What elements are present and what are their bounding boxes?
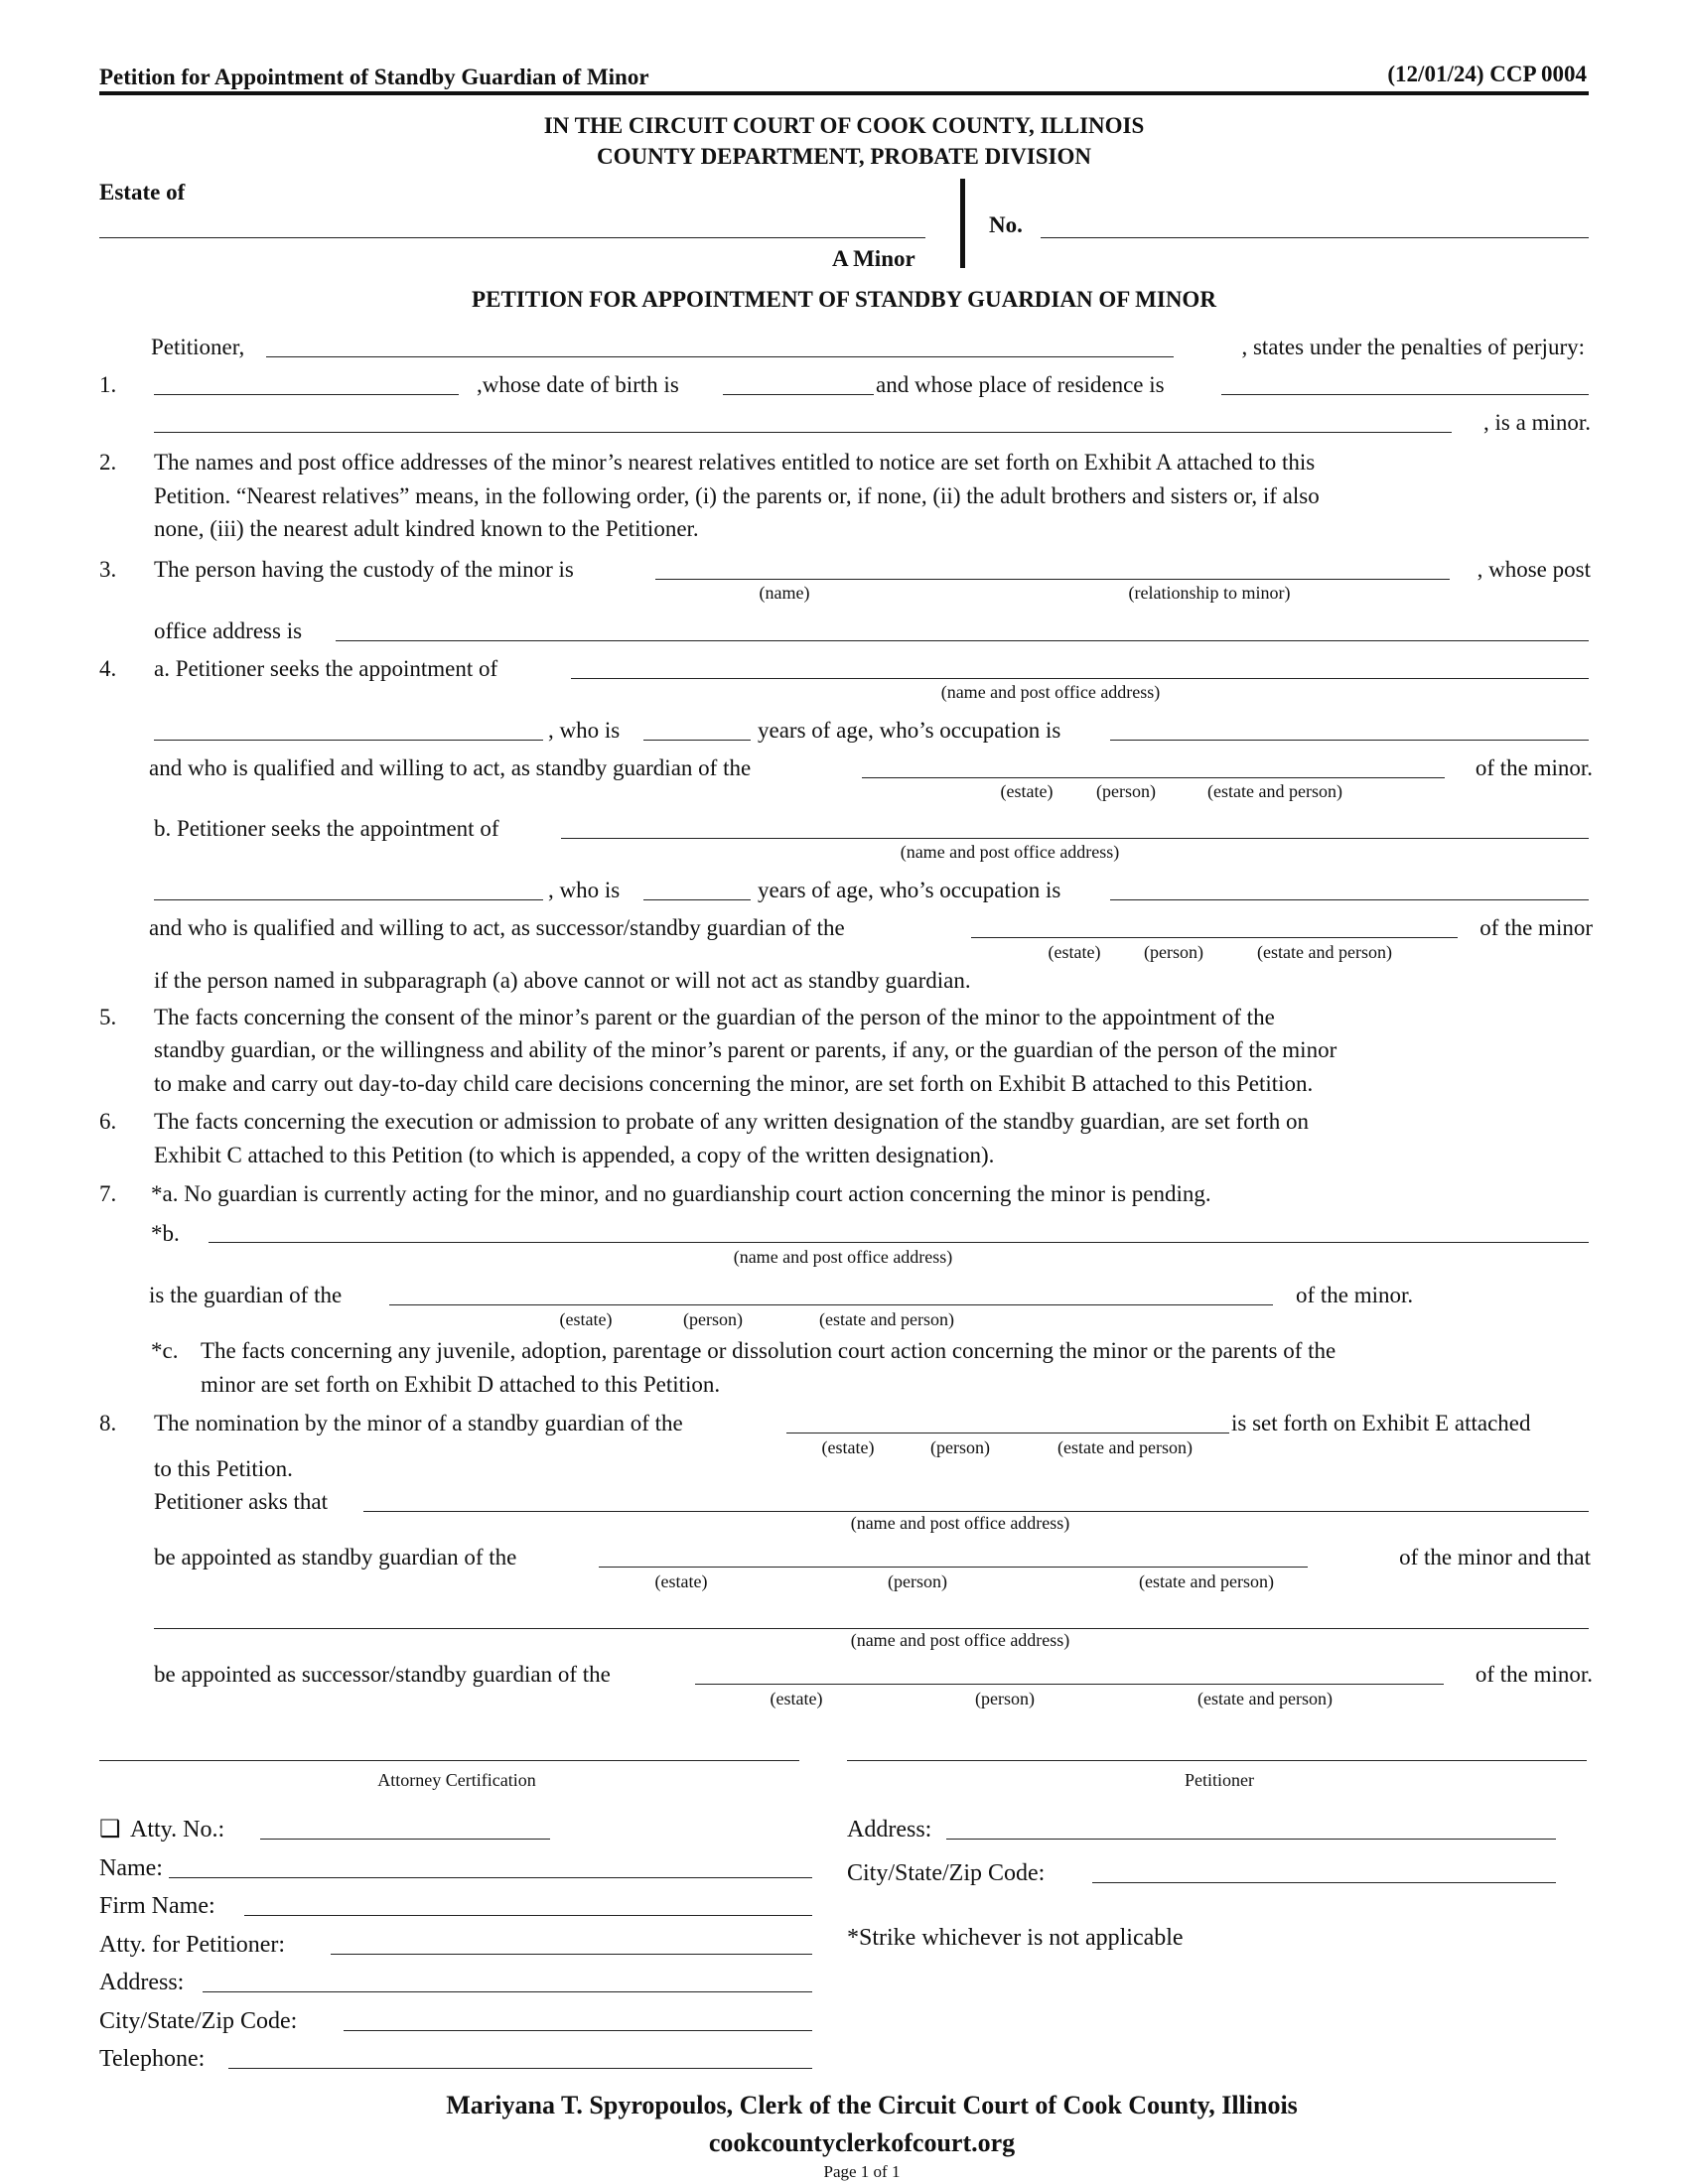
caption-estate: (estate) xyxy=(654,1571,708,1591)
atty-no-input[interactable] xyxy=(260,1814,548,1840)
requested-scope-input[interactable] xyxy=(599,1542,1306,1568)
form-code: (12/01/24) CCP 0004 xyxy=(1387,62,1587,86)
para-5-line: The facts concerning the consent of the minor’s parent or the guardian of the person of the minor to the appointment of the xyxy=(154,1005,1275,1029)
standby-name-input[interactable] xyxy=(154,715,541,741)
caption-divider xyxy=(960,179,965,268)
caption-estate: (estate) xyxy=(1000,781,1054,801)
minor-residence-input[interactable] xyxy=(1221,369,1587,395)
caption-name-address: (name and post office address) xyxy=(850,1630,1070,1650)
office-address-label: office address is xyxy=(154,618,303,643)
case-no-label: No. xyxy=(989,212,1023,237)
of-minor-text: of the minor. xyxy=(1296,1283,1414,1307)
caption-estate: (estate) xyxy=(559,1309,613,1329)
custody-text: The person having the custody of the minor is xyxy=(154,557,574,582)
para-7c-label: *c. xyxy=(151,1338,179,1363)
current-guardian-line xyxy=(209,1242,1589,1243)
petitioner-name-line xyxy=(266,356,1174,357)
appointed-standby-text: be appointed as standby guardian of the xyxy=(154,1545,517,1570)
is-minor-text: , is a minor. xyxy=(1483,410,1591,435)
telephone-line xyxy=(228,2068,812,2069)
nomination-scope-input[interactable] xyxy=(786,1408,1227,1433)
successor-name-input[interactable] xyxy=(154,875,541,900)
caption-name-address: (name and post office address) xyxy=(900,842,1120,862)
of-minor-text: of the minor. xyxy=(1475,755,1593,780)
firm-name-label: Firm Name: xyxy=(99,1893,215,1919)
telephone-input[interactable] xyxy=(228,2043,810,2069)
caption-estate-and-person: (estate and person) xyxy=(1207,781,1342,801)
caption-name-address: (name and post office address) xyxy=(733,1247,953,1267)
requested-successor-input[interactable] xyxy=(154,1603,1587,1629)
atty-name-line xyxy=(169,1877,812,1878)
para-3-number: 3. xyxy=(99,557,117,582)
standby-age-input[interactable] xyxy=(643,715,749,741)
atty-city-input[interactable] xyxy=(344,2005,810,2031)
standby-name-line xyxy=(154,740,543,741)
is-guardian-text: is the guardian of the xyxy=(149,1283,343,1307)
para-6-line: The facts concerning the execution or admission to probate of any written designation of the standby guardian, are set forth on xyxy=(154,1109,1310,1134)
court-division: COUNTY DEPARTMENT, PROBATE DIVISION xyxy=(597,144,1091,169)
caption-person: (person) xyxy=(975,1689,1035,1708)
successor-age-line xyxy=(643,899,751,900)
header-rule xyxy=(99,91,1589,95)
caption-estate-and-person: (estate and person) xyxy=(1057,1437,1193,1457)
attorney-certification-label: Attorney Certification xyxy=(377,1770,536,1790)
minor-residence-2-input[interactable] xyxy=(154,407,1450,433)
of-minor-text: of the minor. xyxy=(1475,1662,1593,1687)
estate-of-label: Estate of xyxy=(99,180,186,205)
asks-text: Petitioner asks that xyxy=(154,1489,329,1514)
exhibit-e-text: is set forth on Exhibit E attached xyxy=(1231,1411,1531,1435)
successor-occupation-input[interactable] xyxy=(1110,875,1587,900)
minor-residence-line xyxy=(1221,394,1589,395)
para-4a-text: a. Petitioner seeks the appointment of xyxy=(154,656,498,681)
petitioner-label: Petitioner, xyxy=(151,335,245,359)
para-2-line: none, (iii) the nearest adult kindred known to the Petitioner. xyxy=(154,516,699,541)
petitioner-address-line xyxy=(946,1839,1556,1840)
atty-no-line xyxy=(260,1839,550,1840)
caption-relationship: (relationship to minor) xyxy=(1128,583,1291,603)
minor-dob-input[interactable] xyxy=(723,369,872,395)
caption-person: (person) xyxy=(1144,942,1203,962)
minor-name-line xyxy=(154,394,459,395)
custodian-address-input[interactable] xyxy=(336,615,1587,641)
atty-address-label: Address: xyxy=(99,1970,185,1995)
a-minor-label: A Minor xyxy=(832,246,915,271)
firm-name-line xyxy=(244,1915,812,1916)
telephone-label: Telephone: xyxy=(99,2046,206,2072)
who-is-text: , who is xyxy=(548,878,621,902)
standby-age-line xyxy=(643,740,751,741)
petitioner-address-label: Address: xyxy=(847,1817,932,1843)
minor-and-that-text: of the minor and that xyxy=(1399,1545,1591,1570)
para-4-number: 4. xyxy=(99,656,117,681)
custodian-line xyxy=(655,579,1450,580)
petitioner-signature-line[interactable] xyxy=(847,1760,1587,1761)
para-2-line: Petition. “Nearest relatives” means, in the following order, (i) the parents or, if none, (ii) the adult brothers and sisters or, if also xyxy=(154,483,1320,508)
current-guardian-input[interactable] xyxy=(209,1217,1587,1243)
caption-person: (person) xyxy=(1096,781,1156,801)
clerk-name: Mariyana T. Spyropoulos, Clerk of the Circuit Court of Cook County, Illinois xyxy=(446,2091,1298,2119)
requested-successor-scope-input[interactable] xyxy=(695,1659,1442,1685)
requested-guardian-input[interactable] xyxy=(363,1486,1587,1512)
to-petition-text: to this Petition. xyxy=(154,1456,293,1481)
firm-name-input[interactable] xyxy=(244,1890,810,1916)
caption-estate-and-person: (estate and person) xyxy=(1197,1689,1333,1708)
standby-scope-line xyxy=(862,777,1445,778)
para-7c-line: minor are set forth on Exhibit D attached to this Petition. xyxy=(201,1372,721,1397)
requested-guardian-line xyxy=(363,1511,1589,1512)
if-person-text: if the person named in subparagraph (a) above cannot or will not act as standby guardian. xyxy=(154,968,971,993)
case-number-input[interactable] xyxy=(1043,210,1584,236)
para-1-number: 1. xyxy=(99,372,117,397)
standby-guardian-input[interactable] xyxy=(571,653,1587,679)
petition-title: PETITION FOR APPOINTMENT OF STANDBY GUARDIAN OF MINOR xyxy=(472,287,1216,312)
para-6-line: Exhibit C attached to this Petition (to which is appended, a copy of the written designation). xyxy=(154,1143,995,1167)
para-2-line: The names and post office addresses of the minor’s nearest relatives entitled to notice are set forth on Exhibit A attached to this xyxy=(154,450,1316,475)
petitioner-city-input[interactable] xyxy=(1092,1857,1554,1883)
para-7b-label: *b. xyxy=(151,1221,180,1246)
dob-label: ,whose date of birth is xyxy=(477,372,679,397)
estate-name-line xyxy=(99,237,925,238)
para-7-number: 7. xyxy=(99,1181,117,1206)
petitioner-address-input[interactable] xyxy=(946,1814,1554,1840)
qualified-standby-text: and who is qualified and willing to act, as standby guardian of the xyxy=(149,755,752,780)
of-minor-text: of the minor xyxy=(1479,915,1593,940)
clerk-website[interactable]: cookcountyclerkofcourt.org xyxy=(708,2128,1016,2157)
successor-name-line xyxy=(154,899,543,900)
caption-estate: (estate) xyxy=(821,1437,875,1457)
atty-for-label: Atty. for Petitioner: xyxy=(99,1932,286,1958)
successor-scope-input[interactable] xyxy=(971,912,1456,938)
atty-address-input[interactable] xyxy=(203,1967,810,1992)
minor-residence-2-line xyxy=(154,432,1452,433)
qualified-successor-text: and who is qualified and willing to act, as successor/standby guardian of the xyxy=(149,915,845,940)
caption-person: (person) xyxy=(683,1309,743,1329)
para-6-number: 6. xyxy=(99,1109,117,1134)
who-is-text: , who is xyxy=(548,718,621,743)
atty-no-label: Atty. No.: xyxy=(130,1817,225,1843)
court-name: IN THE CIRCUIT COURT OF COOK COUNTY, ILLINOIS xyxy=(543,113,1145,138)
caption-estate: (estate) xyxy=(1048,942,1101,962)
successor-guardian-line xyxy=(561,838,1589,839)
successor-guardian-input[interactable] xyxy=(561,813,1587,839)
para-5-line: standby guardian, or the willingness and ability of the minor’s parent or parents, if any, or the guardian of the person of the minor xyxy=(154,1037,1337,1062)
estate-name-input[interactable] xyxy=(99,210,923,236)
caption-estate-and-person: (estate and person) xyxy=(1139,1571,1274,1591)
petitioner-city-line xyxy=(1092,1882,1556,1883)
nomination-text: The nomination by the minor of a standby guardian of the xyxy=(154,1411,683,1435)
years-text: years of age, who’s occupation is xyxy=(758,718,1061,743)
years-text: years of age, who’s occupation is xyxy=(758,878,1061,902)
para-5-number: 5. xyxy=(99,1005,117,1029)
caption-name-address: (name and post office address) xyxy=(850,1513,1070,1533)
residence-label: and whose place of residence is xyxy=(876,372,1165,397)
para-7c-line: The facts concerning any juvenile, adoption, parentage or dissolution court action concerning the minor or the parents of the xyxy=(201,1338,1336,1363)
atty-for-input[interactable] xyxy=(331,1929,810,1955)
checkbox-icon[interactable]: ❑ xyxy=(99,1817,121,1843)
caption-person: (person) xyxy=(888,1571,947,1591)
appointed-successor-text: be appointed as successor/standby guardian of the xyxy=(154,1662,611,1687)
atty-city-line xyxy=(344,2030,812,2031)
para-4b-text: b. Petitioner seeks the appointment of xyxy=(154,816,499,841)
standby-occupation-line xyxy=(1110,740,1589,741)
para-7a-text: *a. No guardian is currently acting for the minor, and no guardianship court action concerning the minor is pending. xyxy=(151,1181,1211,1206)
standby-occupation-input[interactable] xyxy=(1110,715,1587,741)
caption-estate-and-person: (estate and person) xyxy=(1257,942,1392,962)
perjury-text: , states under the penalties of perjury: xyxy=(1241,335,1585,359)
form-title: Petition for Appointment of Standby Guardian of Minor xyxy=(99,65,649,89)
atty-name-input[interactable] xyxy=(169,1852,810,1878)
caption-person: (person) xyxy=(930,1437,990,1457)
minor-dob-line xyxy=(723,394,874,395)
para-5-line: to make and carry out day-to-day child care decisions concerning the minor, are set forth on Exhibit B attached to this Petition. xyxy=(154,1071,1314,1096)
petitioner-signature-label: Petitioner xyxy=(1185,1770,1254,1790)
atty-for-line xyxy=(331,1954,812,1955)
case-number-line xyxy=(1041,237,1589,238)
atty-name-label: Name: xyxy=(99,1855,163,1881)
minor-name-input[interactable] xyxy=(154,369,457,395)
petitioner-city-label: City/State/Zip Code: xyxy=(847,1860,1046,1886)
standby-guardian-line xyxy=(571,678,1589,679)
successor-age-input[interactable] xyxy=(643,875,749,900)
custodian-input[interactable] xyxy=(655,554,1448,580)
caption-estate-and-person: (estate and person) xyxy=(819,1309,954,1329)
caption-estate: (estate) xyxy=(770,1689,823,1708)
atty-address-line xyxy=(203,1991,812,1992)
page-number: Page 1 of 1 xyxy=(823,2162,901,2181)
successor-scope-line xyxy=(971,937,1458,938)
requested-successor-scope-line xyxy=(695,1684,1444,1685)
caption-name-address: (name and post office address) xyxy=(940,682,1161,702)
para-2-number: 2. xyxy=(99,450,117,475)
atty-city-label: City/State/Zip Code: xyxy=(99,2008,298,2034)
requested-successor-line xyxy=(154,1628,1589,1629)
current-guardian-scope-input[interactable] xyxy=(389,1280,1271,1305)
strike-note: *Strike whichever is not applicable xyxy=(847,1925,1184,1951)
para-8-number: 8. xyxy=(99,1411,117,1435)
requested-scope-line xyxy=(599,1567,1308,1568)
current-guardian-scope-line xyxy=(389,1304,1273,1305)
standby-scope-input[interactable] xyxy=(862,752,1443,778)
caption-name: (name) xyxy=(759,583,810,603)
successor-occupation-line xyxy=(1110,899,1589,900)
attorney-signature-line[interactable] xyxy=(99,1760,799,1761)
whose-post-text: , whose post xyxy=(1477,557,1591,582)
petitioner-name-input[interactable] xyxy=(266,332,1172,357)
custodian-address-line xyxy=(336,640,1589,641)
